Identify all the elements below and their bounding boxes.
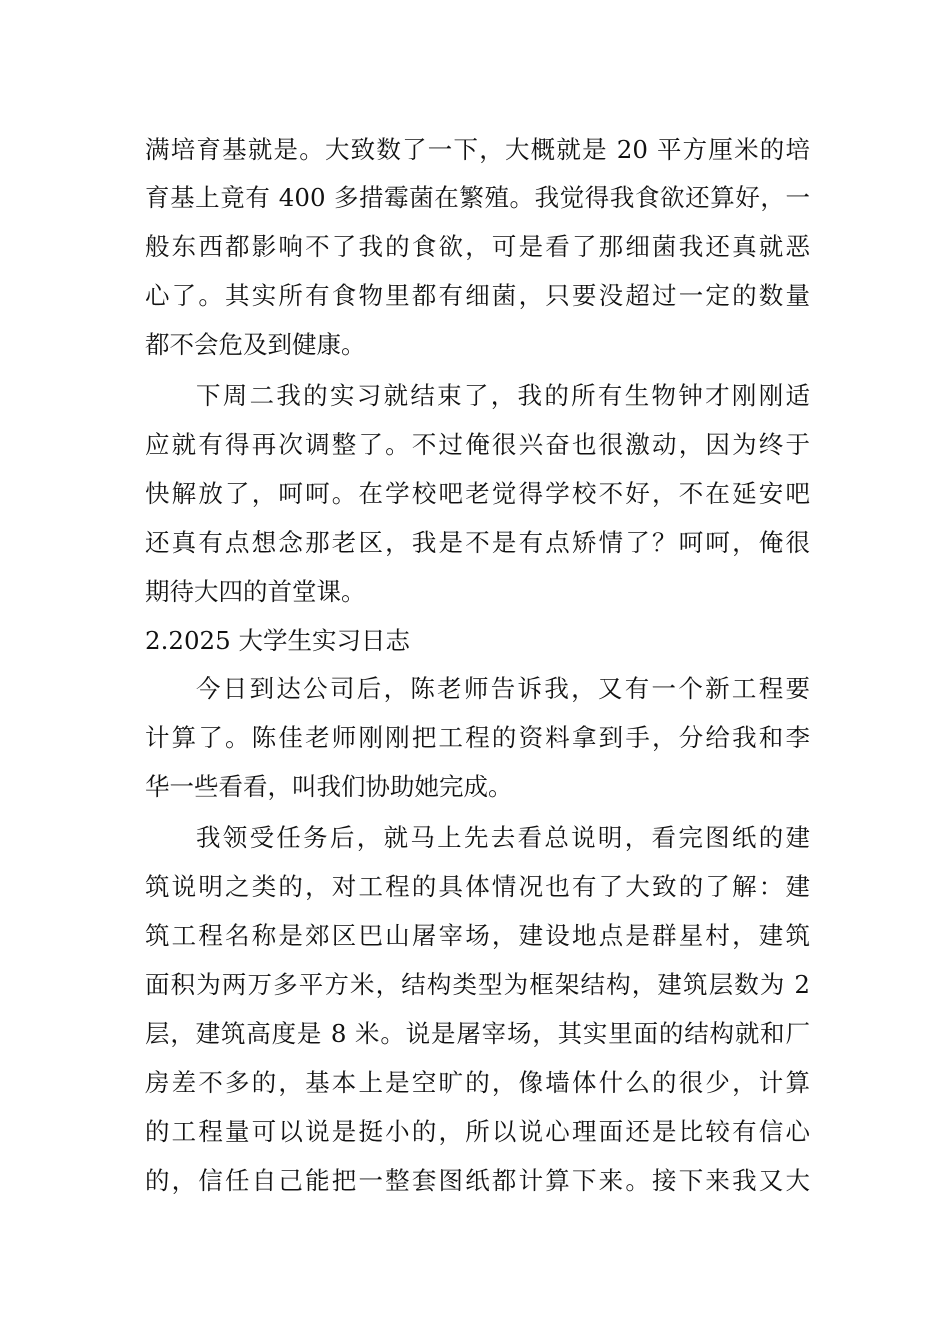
paragraph-1-line-1: 满培育基就是。大致数了一下，大概就是 20 平方厘米的培 [145,135,810,164]
paragraph-4-line-5: 层，建筑高度是 8 米。说是屠宰场，其实里面的结构就和厂 [145,1019,810,1048]
paragraph-4-line-4: 面积为两万多平方米，结构类型为框架结构，建筑层数为 2 [145,970,810,999]
paragraph-4-line-3: 筑工程名称是郊区巴山屠宰场，建设地点是群星村，建筑 [145,921,810,950]
paragraph-2-line-5: 期待大四的首堂课。 [145,577,366,606]
paragraph-3-line-2: 计算了。陈佳老师刚刚把工程的资料拿到手，分给我和李 [145,723,810,752]
paragraph-2-line-3: 快解放了，呵呵。在学校吧老觉得学校不好，不在延安吧 [145,479,810,508]
paragraph-2-line-4: 还真有点想念那老区，我是不是有点矫情了？呵呵，俺很 [145,528,810,557]
paragraph-4-line-7: 的工程量可以说是挺小的，所以说心理面还是比较有信心 [145,1117,810,1146]
paragraph-4-line-8: 的，信任自己能把一整套图纸都计算下来。接下来我又大 [145,1166,810,1195]
paragraph-1-line-2: 育基上竟有 400 多措霉菌在繁殖。我觉得我食欲还算好，一 [145,183,810,212]
paragraph-3-line-3: 华一些看看，叫我们协助她完成。 [145,772,513,801]
paragraph-3-line-1: 今日到达公司后，陈老师告诉我，又有一个新工程要 [196,674,810,703]
paragraph-1-line-4: 心了。其实所有食物里都有细菌，只要没超过一定的数量 [145,281,810,310]
paragraph-2-line-2: 应就有得再次调整了。不过俺很兴奋也很激动，因为终于 [145,430,810,459]
paragraph-2-line-1: 下周二我的实习就结束了，我的所有生物钟才刚刚适 [196,381,810,410]
paragraph-4-line-1: 我领受任务后，就马上先去看总说明，看完图纸的建 [196,823,810,852]
section-heading: 2.2025 大学生实习日志 [145,626,411,655]
paragraph-1-line-3: 般东西都影响不了我的食欲，可是看了那细菌我还真就恶 [145,232,810,261]
paragraph-1-line-5: 都不会危及到健康。 [145,330,366,359]
paragraph-4-line-2: 筑说明之类的，对工程的具体情况也有了大致的了解：建 [145,872,810,901]
paragraph-4-line-6: 房差不多的，基本上是空旷的，像墙体什么的很少，计算 [145,1068,810,1097]
